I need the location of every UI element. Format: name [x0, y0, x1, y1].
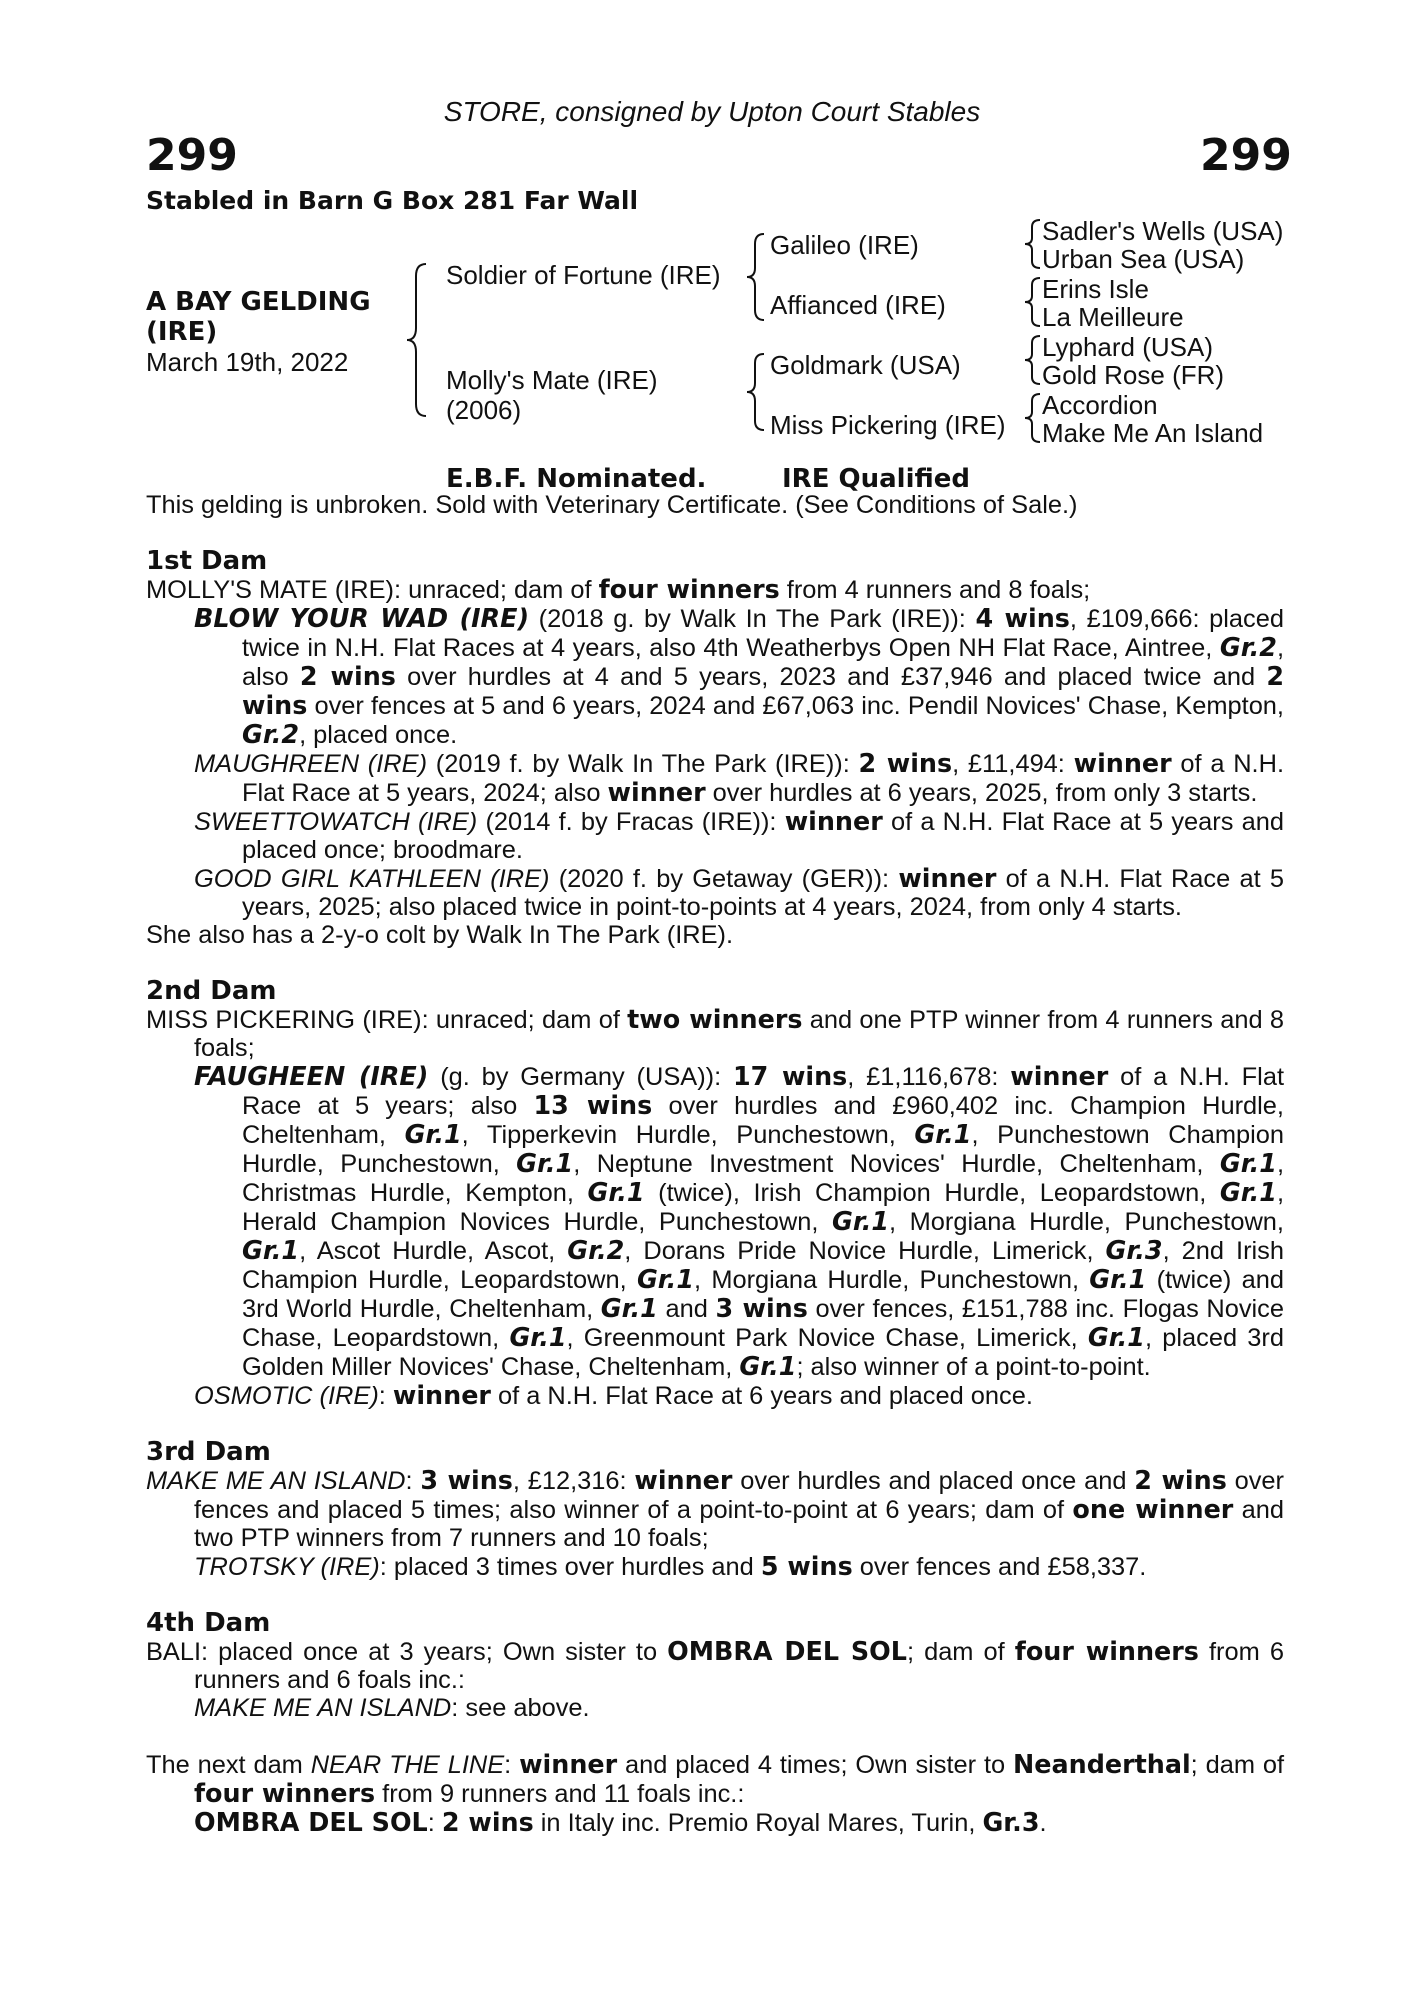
ancestor-6: Gold Rose (FR) — [1042, 360, 1225, 390]
dam-heading: 3rd Dam — [146, 1437, 271, 1467]
progeny-text: , also — [242, 634, 1284, 691]
progeny-entry — [146, 1808, 1284, 1837]
progeny-text: , Tipperkevin Hurdle, Punchestown, — [461, 1121, 915, 1149]
progeny-text: Gr.1 — [600, 1293, 658, 1323]
lot-number-right: 299 — [1200, 130, 1292, 181]
brace-parents — [404, 262, 430, 418]
progeny-text: winner — [1010, 1061, 1109, 1091]
progeny-text: FAUGHEEN (IRE) — [194, 1061, 429, 1091]
brace-g1 — [1022, 218, 1044, 270]
progeny-text: : see above. — [451, 1694, 590, 1722]
progeny-text: 2 wins — [242, 661, 1284, 720]
ancestor-7: Accordion — [1042, 390, 1158, 420]
dam-summary-text: MISS PICKERING (IRE): unraced; dam of — [146, 1006, 628, 1034]
progeny-text: , Christmas Hurdle, Kempton, — [242, 1150, 1284, 1207]
progeny-text: Gr.1 — [914, 1119, 972, 1149]
progeny-text: 2 wins — [299, 661, 396, 691]
dam-summary — [146, 1466, 1284, 1552]
horse-country: (IRE) — [146, 317, 218, 347]
progeny-text: BLOW YOUR WAD (IRE) — [194, 603, 530, 633]
ancestor-1: Sadler's Wells (USA) — [1042, 216, 1284, 246]
progeny-text: MAKE ME AN ISLAND — [194, 1694, 452, 1722]
progeny-text: 13 wins — [533, 1090, 653, 1120]
progeny-text: over fences at 5 and 6 years, 2024 and £67,063 inc. Pendil Novices' Chase, Kempton, — [307, 692, 1284, 720]
dam-summary-text: four winners — [1014, 1636, 1199, 1666]
progeny-text: 2 wins — [858, 748, 953, 778]
dam-summary-text: from 6 runners and 6 foals inc.: — [194, 1638, 1284, 1694]
progeny-text: over hurdles at 6 years, 2025, from only 3 starts. — [705, 779, 1258, 807]
progeny-text: , placed 3rd Golden Miller Novices' Chase, Cheltenham, — [242, 1324, 1285, 1381]
dam-footnote: She also has a 2-y-o colt by Walk In The Park (IRE). — [146, 921, 734, 949]
horse-name: A BAY GELDING — [146, 287, 371, 317]
progeny-text: winner — [784, 806, 883, 836]
sire: Soldier of Fortune (IRE) — [446, 260, 721, 290]
brace-dam-line — [744, 352, 768, 432]
progeny-text: , Neptune Investment Novices' Hurdle, Cheltenham, — [573, 1150, 1220, 1178]
progeny-text: 4 wins — [975, 603, 1070, 633]
progeny-text: Gr.1 — [831, 1206, 890, 1236]
progeny-text: Gr.1 — [404, 1119, 462, 1149]
progeny-text: Gr.2 — [567, 1235, 625, 1265]
progeny-entry — [146, 604, 1284, 749]
dam: Molly's Mate (IRE) — [446, 365, 658, 395]
dam-summary-text: : — [405, 1467, 421, 1495]
dam-summary — [146, 575, 1284, 604]
dam-section — [146, 1438, 1284, 1609]
progeny-text: of a N.H. Flat Race at 6 years and placed once. — [490, 1382, 1033, 1410]
progeny-text: , Morgiana Hurdle, Punchestown, — [889, 1208, 1284, 1236]
next-dam-text: and placed 4 times; Own sister to — [617, 1751, 1014, 1779]
dam-section — [146, 1609, 1284, 1750]
progeny-text: , £1,116,678: — [847, 1063, 1011, 1091]
dam-summary-text: and one PTP winner from 4 runners and 8 foals; — [194, 1006, 1284, 1062]
progeny-text: Gr.1 — [509, 1322, 567, 1352]
next-dam-text: winner — [519, 1749, 618, 1779]
progeny-text: in Italy inc. Premio Royal Mares, Turin, — [533, 1809, 983, 1837]
progeny-text: Gr.1 — [636, 1264, 694, 1294]
progeny-text: Gr.1 — [1219, 1177, 1277, 1207]
progeny-entry — [146, 1694, 1284, 1722]
progeny-text: winner — [607, 777, 706, 807]
brace-g2 — [1022, 276, 1044, 328]
dam-summary-text: from 4 runners and 8 foals; — [779, 576, 1091, 604]
progeny-text: , Dorans Pride Novice Hurdle, Limerick, — [624, 1237, 1106, 1265]
progeny-text: winner — [392, 1380, 491, 1410]
next-dam-text: NEAR THE LINE — [310, 1751, 505, 1779]
sire-sire: Galileo (IRE) — [770, 230, 919, 260]
dam-summary-text: winner — [634, 1465, 733, 1495]
progeny-text: Gr.3 — [982, 1807, 1040, 1837]
ancestor-3: Erins Isle — [1042, 274, 1149, 304]
progeny-entry — [146, 1552, 1284, 1581]
progeny-text: : — [427, 1809, 442, 1837]
intro-line: This gelding is unbroken. Sold with Veterinary Certificate. (See Conditions of Sale.) — [146, 491, 1078, 519]
progeny-text: (2020 f. by Getaway (GER)): — [549, 865, 899, 893]
dam-summary-text: over hurdles and placed once and — [732, 1467, 1135, 1495]
dam-section — [146, 547, 1284, 977]
progeny-text: Gr.1 — [1219, 1148, 1277, 1178]
dam-summary-text: 3 wins — [420, 1465, 513, 1495]
next-dam-text: Neanderthal — [1013, 1749, 1191, 1779]
progeny-text: . — [1039, 1809, 1047, 1837]
progeny-text: and — [657, 1295, 716, 1323]
ancestor-4: La Meilleure — [1042, 302, 1184, 332]
foaling-date: March 19th, 2022 — [146, 347, 349, 377]
ire-qualified: IRE Qualified — [782, 464, 971, 494]
progeny-text: 2 wins — [441, 1807, 534, 1837]
dam-summary-text: over fences and placed 5 times; also winner of a point-to-point at 6 years; dam of — [194, 1467, 1285, 1524]
progeny-text: 3 wins — [715, 1293, 808, 1323]
ebf-nominated: E.B.F. Nominated. — [446, 464, 707, 494]
next-dam-section — [146, 1750, 1284, 1837]
next-dam-text: The next dam — [146, 1751, 311, 1779]
stabling-info: Stabled in Barn G Box 281 Far Wall — [146, 186, 639, 215]
dam-summary-text: BALI: placed once at 3 years; Own sister to — [146, 1638, 668, 1666]
dam-summary-text: OMBRA DEL SOL — [667, 1636, 907, 1666]
brace-g3 — [1022, 334, 1044, 386]
dam-summary-text: 2 wins — [1134, 1465, 1227, 1495]
progeny-text: TROTSKY (IRE) — [194, 1553, 380, 1581]
progeny-text: , Herald Champion Novices Hurdle, Punchestown, — [242, 1179, 1284, 1236]
dam-heading: 2nd Dam — [146, 976, 277, 1006]
lot-number-left: 299 — [146, 130, 238, 181]
progeny-text: Gr.1 — [1089, 1264, 1147, 1294]
progeny-text: (g. by Germany (USA)): — [428, 1063, 733, 1091]
progeny-text: over hurdles and £960,402 inc. Champion Hurdle, Cheltenham, — [242, 1092, 1284, 1149]
next-dam-text: four winners — [194, 1778, 376, 1808]
progeny-text: over fences and £58,337. — [852, 1553, 1147, 1581]
progeny-entry — [146, 807, 1284, 864]
progeny-text: , £109,666: placed twice in N.H. Flat Races at 4 years, also 4th Weatherbys Open NH Flat Race, Aintree, — [242, 605, 1284, 662]
next-dam-text: from 9 runners and 11 foals inc.: — [375, 1780, 745, 1808]
progeny-text: , Greenmount Park Novice Chase, Limerick, — [566, 1324, 1088, 1352]
progeny-text: , Ascot Hurdle, Ascot, — [299, 1237, 568, 1265]
progeny-text: over fences, £151,788 inc. Flogas Novice Chase, Leopardstown, — [242, 1295, 1284, 1352]
progeny-text: , £11,494: — [952, 750, 1074, 778]
progeny-text: (2019 f. by Walk In The Park (IRE)): — [427, 750, 859, 778]
progeny-text: ; also winner of a point-to-point. — [796, 1353, 1151, 1381]
progeny-text: : — [378, 1382, 393, 1410]
progeny-text: Gr.1 — [739, 1351, 797, 1381]
progeny-text: (twice), Irish Champion Hurdle, Leopardstown, — [644, 1179, 1220, 1207]
progeny-text: 5 wins — [760, 1551, 853, 1581]
progeny-text: winner — [1073, 748, 1172, 778]
dam-summary-text: two winners — [627, 1004, 803, 1034]
brace-g4 — [1022, 392, 1044, 444]
progeny-text: SWEETTOWATCH (IRE) — [194, 808, 478, 836]
next-dam-summary — [146, 1750, 1284, 1808]
progeny-entry — [146, 1062, 1284, 1381]
dam-summary-text: ; dam of — [906, 1638, 1015, 1666]
ancestor-5: Lyphard (USA) — [1042, 332, 1213, 362]
progeny-text: Gr.1 — [587, 1177, 645, 1207]
sire-dam: Affianced (IRE) — [770, 290, 946, 320]
dam-summary-text: , £12,316: — [512, 1467, 635, 1495]
progeny-text: Gr.1 — [242, 1235, 300, 1265]
catalogue-body — [146, 491, 1284, 1837]
dam-summary-text: MAKE ME AN ISLAND — [146, 1467, 406, 1495]
progeny-text: , Punchestown Champion Hurdle, Punchestown, — [242, 1121, 1284, 1178]
ancestor-2: Urban Sea (USA) — [1042, 244, 1245, 274]
progeny-text: over hurdles at 4 and 5 years, 2023 and £37,946 and placed twice and — [395, 663, 1267, 691]
dam-summary — [146, 1005, 1284, 1062]
dam-summary-text: and two PTP winners from 7 runners and 10 foals; — [194, 1496, 1285, 1552]
progeny-text: of a N.H. Flat Race at 5 years and placed once; broodmare. — [242, 808, 1284, 864]
progeny-text: winner — [898, 863, 997, 893]
progeny-text: OSMOTIC (IRE) — [194, 1382, 379, 1410]
dam-summary-text: MOLLY'S MATE (IRE): unraced; dam of — [146, 576, 599, 604]
progeny-text: , 2nd Irish Champion Hurdle, Leopardstown, — [242, 1237, 1284, 1294]
dam-summary-text: four winners — [598, 574, 780, 604]
progeny-text: (2014 f. by Fracas (IRE)): — [477, 808, 785, 836]
progeny-entry — [146, 749, 1284, 807]
progeny-text: Gr.1 — [1087, 1322, 1145, 1352]
progeny-text: Gr.3 — [1105, 1235, 1163, 1265]
progeny-text: (twice) and 3rd World Hurdle, Cheltenham, — [242, 1266, 1284, 1323]
next-dam-text: ; dam of — [1190, 1751, 1284, 1779]
progeny-text: Gr.2 — [242, 719, 300, 749]
dam-summary — [146, 1637, 1284, 1694]
progeny-entry — [146, 1381, 1284, 1410]
dam-year: (2006) — [446, 395, 522, 425]
dam-sections — [146, 547, 1284, 1750]
progeny-text: of a N.H. Flat Race at 5 years, 2025; also placed twice in point-to-points at 4 years, 2024, from only 4 starts. — [242, 865, 1284, 921]
dam-sire: Goldmark (USA) — [770, 350, 961, 380]
progeny-text: Gr.2 — [1219, 632, 1277, 662]
progeny-entry — [146, 864, 1284, 921]
progeny-text: : placed 3 times over hurdles and — [379, 1553, 761, 1581]
progeny-text: 17 wins — [733, 1061, 848, 1091]
progeny-text: of a N.H. Flat Race at 5 years, 2024; also — [242, 750, 1284, 807]
dam-heading: 1st Dam — [146, 546, 268, 576]
progeny-text: (2018 g. by Walk In The Park (IRE)): — [529, 605, 976, 633]
dam-summary-text: one winner — [1072, 1494, 1234, 1524]
dam-section — [146, 977, 1284, 1438]
brace-sire-line — [744, 232, 768, 322]
progeny-text: MAUGHREEN (IRE) — [194, 750, 428, 778]
dam-dam: Miss Pickering (IRE) — [770, 410, 1006, 440]
dam-heading: 4th Dam — [146, 1608, 271, 1638]
progeny-text: , placed once. — [299, 721, 458, 749]
next-dam-text: : — [504, 1751, 520, 1779]
ancestor-8: Make Me An Island — [1042, 418, 1264, 448]
progeny-text: OMBRA DEL SOL — [194, 1807, 428, 1837]
progeny-text: GOOD GIRL KATHLEEN (IRE) — [194, 865, 550, 893]
progeny-text: Gr.1 — [516, 1148, 574, 1178]
progeny-text: of a N.H. Flat Race at 5 years; also — [242, 1063, 1285, 1120]
progeny-text: , Morgiana Hurdle, Punchestown, — [694, 1266, 1090, 1294]
consignor-line: STORE, consigned by Upton Court Stables — [443, 96, 981, 127]
